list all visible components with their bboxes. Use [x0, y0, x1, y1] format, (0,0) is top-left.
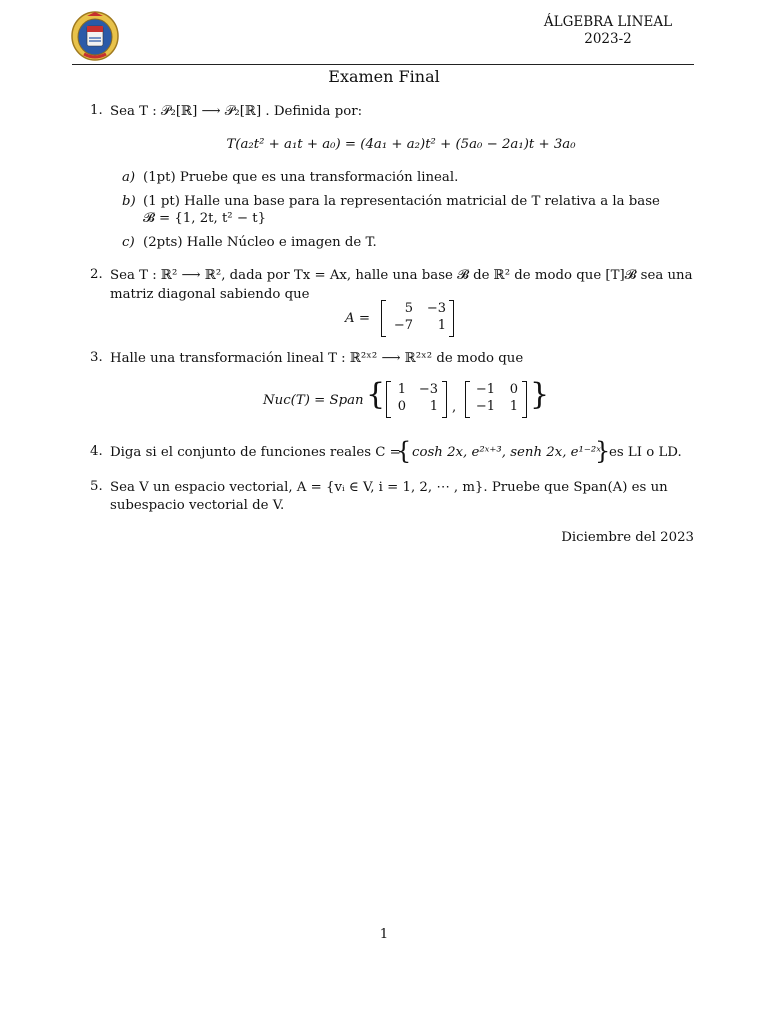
exam-title: Examen Final: [328, 67, 440, 86]
page-number: 1: [379, 927, 389, 942]
term: 2023-2: [584, 31, 632, 47]
m2-cell: 0: [509, 382, 518, 397]
problem-4-pre: Diga si el conjunto de funciones reales C =: [110, 445, 401, 460]
m1-cell: 1: [429, 399, 438, 414]
problem-2-line1: Sea T : ℝ² ⟶ ℝ², dada por Tx = Ax, halle una base 𝓑 de ℝ² de modo que [T]𝓑 sea una: [110, 268, 693, 283]
problem-5-number: 5.: [90, 479, 103, 494]
problem-5-line1: Sea V un espacio vectorial, A = {vᵢ ∈ V, i = 1, 2, ⋯ , m}. Pruebe que Span(A) es un: [110, 480, 668, 495]
problem-1c-label: c): [122, 235, 135, 250]
matrix-a-cell: −3: [426, 301, 446, 316]
m1-cell: −3: [418, 382, 438, 397]
m2-cell: 1: [509, 399, 518, 414]
m1-cell: 0: [397, 399, 406, 414]
problem-1c-text: (2pts) Halle Núcleo e imagen de T.: [143, 235, 377, 250]
matrix-a-cell: −7: [393, 318, 413, 333]
problem-1-formula: T(a₂t² + a₁t + a₀) = (4a₁ + a₂)t² + (5a₀ − 2a₁)t + 3a₀: [226, 137, 576, 152]
matrix-a-cell: 5: [404, 301, 413, 316]
m1-cell: 1: [397, 382, 406, 397]
problem-1b-label: b): [122, 194, 136, 209]
matrix-a-lhs: A =: [345, 311, 370, 326]
header-rule: [72, 64, 694, 65]
problem-1a-label: a): [122, 170, 136, 185]
problem-2-line2: matriz diagonal sabiendo que: [110, 287, 310, 302]
problem-5-line2: subespacio vectorial de V.: [110, 498, 285, 513]
set-left-brace: {: [396, 437, 412, 465]
problem-1-number: 1.: [90, 103, 103, 118]
course-name: ÁLGEBRA LINEAL: [543, 14, 673, 30]
matrix-a-right-bracket: [449, 300, 454, 337]
m2-right-bracket: [522, 381, 527, 418]
m2-cell: −1: [475, 382, 495, 397]
outer-left-brace: {: [366, 377, 386, 412]
problem-1-intro: Sea T : 𝒫₂[ℝ] ⟶ 𝒫₂[ℝ] . Definida por:: [110, 104, 363, 119]
problem-1a-text: (1pt) Pruebe que es una transformación lineal.: [143, 170, 459, 185]
problem-1b-basis: 𝓑 = {1, 2t, t² − t}: [143, 211, 267, 226]
problem-4-number: 4.: [90, 444, 103, 459]
outer-right-brace: }: [530, 377, 550, 412]
exam-date: Diciembre del 2023: [561, 530, 694, 545]
nucleus-lhs: Nuc(T) = Span: [263, 393, 364, 408]
problem-1b-text: (1 pt) Halle una base para la representación matricial de T relativa a la base: [143, 194, 660, 209]
m1-left-bracket: [386, 381, 391, 418]
matrix-a-cell: 1: [437, 318, 446, 333]
problem-4-post: es LI o LD.: [609, 445, 682, 460]
function-set: cosh 2x, e²ˣ⁺³, senh 2x, e¹⁻²ˣ: [412, 445, 601, 460]
set-right-brace: }: [595, 437, 611, 465]
m1-right-bracket: [442, 381, 447, 418]
problem-3-line1: Halle una transformación lineal T : ℝ²ˣ² ⟶ ℝ²ˣ² de modo que: [110, 351, 524, 366]
problem-2-number: 2.: [90, 267, 103, 282]
m2-cell: −1: [475, 399, 495, 414]
matrix-a-left-bracket: [381, 300, 386, 337]
university-seal-logo: [70, 10, 120, 62]
problem-3-number: 3.: [90, 350, 103, 365]
matrix-separator-comma: ,: [452, 400, 457, 415]
